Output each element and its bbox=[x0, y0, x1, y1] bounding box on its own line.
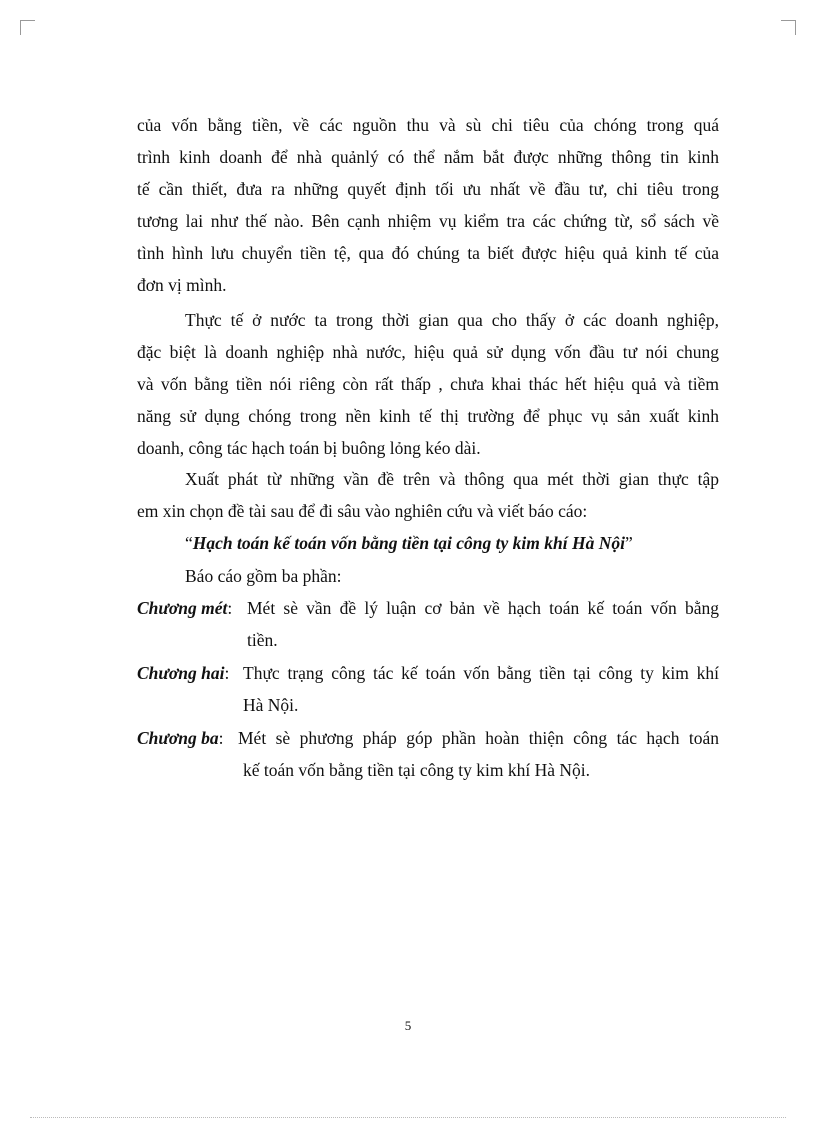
report-title bbox=[185, 532, 633, 554]
body-text-line: Xuất phát từ những vần đề trên và thông qua mét thời gian thực tập bbox=[185, 469, 719, 489]
body-text-line: em xin chọn đề tài sau để đi sâu vào nghiên cứu và viết báo cáo: bbox=[137, 501, 588, 521]
chapter-3-line bbox=[137, 727, 224, 749]
page-bottom-divider bbox=[30, 1117, 786, 1118]
body-text-line: đơn vị mình. bbox=[137, 275, 227, 295]
chapter-label: Chương hai bbox=[137, 663, 225, 683]
page-number: 5 bbox=[404, 1018, 412, 1033]
body-text-line: năng sử dụng chóng trong nền kinh tế thị trường để phục vụ sản xuất kinh bbox=[137, 406, 719, 426]
body-text-line: tương lai như thế nào. Bên cạnh nhiệm vụ kiểm tra các chứng từ, sổ sách về bbox=[137, 211, 719, 231]
page-corner-mark bbox=[781, 20, 796, 35]
chapter-label: Chương ba bbox=[137, 728, 219, 748]
body-text-line: trình kinh doanh để nhà quảnlý có thể nắm bắt được những thông tin kinh bbox=[137, 147, 719, 167]
chapter-3-text-cont: kế toán vốn bằng tiền tại công ty kim khí Hà Nội. bbox=[243, 760, 591, 780]
chapter-1-line bbox=[137, 597, 232, 619]
chapter-3-text: Mét sè phương pháp góp phần hoàn thiện công tác hạch toán bbox=[238, 728, 719, 748]
body-text-line: đặc biệt là doanh nghiệp nhà nước, hiệu quả sử dụng vốn đầu tư nói chung bbox=[137, 342, 719, 362]
report-title-text: Hạch toán kế toán vốn bằng tiền tại công ty kim khí Hà Nội bbox=[192, 533, 625, 553]
report-intro: Báo cáo gồm ba phần: bbox=[185, 566, 342, 586]
body-text-line: Thực tế ở nước ta trong thời gian qua cho thấy ở các doanh nghiệp, bbox=[185, 310, 719, 330]
body-text-line: doanh, công tác hạch toán bị buông lỏng kéo dài. bbox=[137, 438, 481, 458]
body-text-line: của vốn bằng tiền, về các nguồn thu và sù chi tiêu của chóng trong quá bbox=[137, 115, 719, 135]
body-text-line: tình hình lưu chuyển tiền tệ, qua đó chúng ta biết được hiệu quả kinh tế của bbox=[137, 243, 719, 263]
body-text-line: và vốn bằng tiền nói riêng còn rất thấp , chưa khai thác hết hiệu quả và tiềm bbox=[137, 374, 719, 394]
chapter-1-text: Mét sè vần đề lý luận cơ bản về hạch toán kế toán vốn bằng bbox=[247, 598, 719, 618]
chapter-2-text-cont: Hà Nội. bbox=[243, 695, 299, 715]
chapter-label: Chương mét bbox=[137, 598, 228, 618]
chapter-sep: : bbox=[227, 598, 233, 618]
chapter-2-line bbox=[137, 662, 229, 684]
chapter-sep: : bbox=[218, 728, 224, 748]
title-close-quote: ” bbox=[624, 533, 633, 553]
chapter-1-text-cont: tiền. bbox=[247, 630, 278, 650]
title-open-quote: “ bbox=[185, 533, 193, 553]
chapter-2-text: Thực trạng công tác kế toán vốn bằng tiền tại công ty kim khí bbox=[243, 663, 719, 683]
page-corner-mark bbox=[20, 20, 35, 35]
chapter-sep: : bbox=[224, 663, 230, 683]
body-text-line: tế cần thiết, đưa ra những quyết định tối ưu nhất về đầu tư, chi tiêu trong bbox=[137, 179, 719, 199]
